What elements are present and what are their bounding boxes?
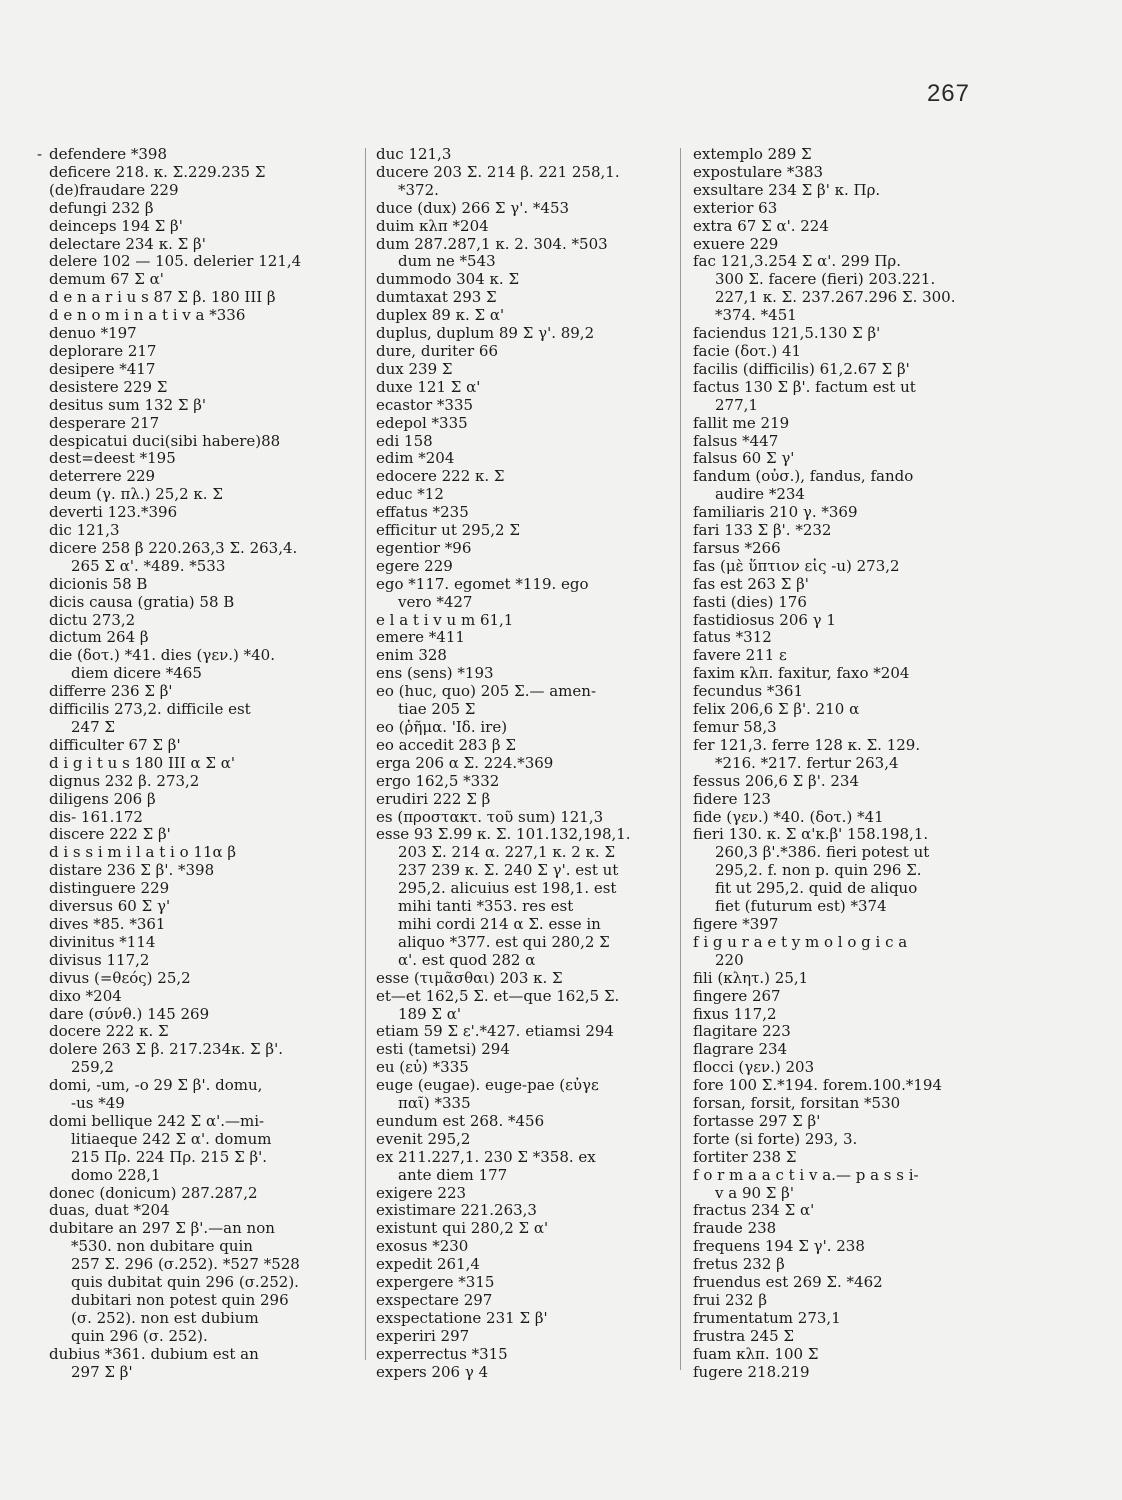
index-entry: erudiri 222 Σ β — [376, 790, 491, 808]
index-entry: frequens 194 Σ γ'. 238 — [693, 1238, 865, 1256]
index-entry: ante diem 177 — [398, 1166, 508, 1184]
index-entry: effatus *235 — [376, 504, 469, 522]
index-entry: fretus 232 β — [693, 1256, 785, 1274]
index-entry: distinguere 229 — [49, 880, 170, 898]
index-entry: deficere 218. κ. Σ.229.235 Σ — [49, 163, 266, 181]
index-entry: etiam 59 Σ ε'.*427. etiamsi 294 — [376, 1023, 614, 1041]
index-entry: fer 121,3. ferre 128 κ. Σ. 129. — [693, 736, 921, 754]
index-entry: deum (γ. πλ.) 25,2 κ. Σ — [49, 486, 223, 504]
index-entry: dis- 161.172 — [49, 808, 143, 826]
index-entry: fieri 130. κ. Σ α'κ.β' 158.198,1. — [693, 826, 929, 844]
index-entry: es (προστακτ. τοῦ sum) 121,3 — [376, 808, 604, 826]
index-entry: educ *12 — [376, 486, 444, 504]
index-entry: fore 100 Σ.*194. forem.100.*194 — [693, 1077, 942, 1095]
index-entry: divinitus *114 — [49, 933, 156, 951]
index-entry: dives *85. *361 — [49, 915, 166, 933]
index-entry: desperare 217 — [49, 414, 160, 432]
index-entry: v a 90 Σ β' — [715, 1184, 794, 1202]
index-entry: existimare 221.263,3 — [376, 1202, 537, 1220]
index-entry: frustra 245 Σ — [693, 1327, 794, 1345]
index-column-1 — [49, 146, 357, 1382]
index-entry: eu (εὖ) *335 — [376, 1059, 469, 1077]
index-entry: dicere 258 β 220.263,3 Σ. 263,4. — [49, 539, 298, 557]
index-entry: falsus 60 Σ γ' — [693, 450, 795, 468]
index-entry: ecastor *335 — [376, 396, 474, 414]
index-entry: desistere 229 Σ — [49, 378, 168, 396]
index-entry: 203 Σ. 214 α. 227,1 κ. 2 κ. Σ — [398, 844, 616, 862]
index-entry: divus (=θεός) 25,2 — [49, 969, 191, 987]
index-entry: frui 232 β — [693, 1292, 768, 1309]
index-entry: ergo 162,5 *332 — [376, 772, 500, 790]
index-entry: 259,2 — [71, 1059, 114, 1077]
index-entry: fit ut 295,2. quid de aliquo — [715, 880, 918, 898]
index-entry: efficitur ut 295,2 Σ — [376, 522, 520, 540]
index-entry: desitus sum 132 Σ β' — [49, 396, 207, 414]
index-entry: mihi cordi 214 α Σ. esse in — [398, 915, 601, 933]
index-entry: dubitare an 297 Σ β'.—an non — [49, 1220, 275, 1238]
index-entry: dux 239 Σ — [376, 360, 453, 378]
index-entry: denuo *197 — [49, 325, 137, 343]
index-entry: fac 121,3.254 Σ α'. 299 Πρ. — [693, 253, 902, 271]
index-entry: eo (huc, quo) 205 Σ.— amen- — [376, 683, 597, 701]
index-entry: fasti (dies) 176 — [693, 593, 807, 611]
index-entry: f i g u r a e t y m o l o g i c a — [693, 933, 908, 951]
index-entry: fortiter 238 Σ — [693, 1148, 797, 1166]
index-column-3 — [693, 146, 978, 1382]
index-entry: fingere 267 — [693, 987, 781, 1005]
index-entry: expedit 261,4 — [376, 1256, 480, 1274]
index-entry: die (δοτ.) *41. dies (γεν.) *40. — [49, 647, 275, 665]
index-entry: desipere *417 — [49, 360, 156, 378]
index-entry: diem dicere *465 — [71, 665, 202, 683]
index-entry: dixo *204 — [49, 987, 122, 1005]
index-entry: extemplo 289 Σ — [693, 146, 812, 163]
column-divider — [365, 148, 366, 1360]
index-entry: dummodo 304 κ. Σ — [376, 271, 520, 289]
index-entry: 297 Σ β' — [71, 1363, 133, 1381]
index-entry: (de)fraudare 229 — [49, 181, 179, 199]
index-entry: facilis (difficilis) 61,2.67 Σ β' — [693, 360, 910, 378]
index-entry: diversus 60 Σ γ' — [49, 898, 171, 916]
index-entry: 227,1 κ. Σ. 237.267.296 Σ. 300. — [715, 289, 956, 307]
index-entry: esti (tametsi) 294 — [376, 1041, 510, 1059]
index-entry: faxim κλπ. faxitur, faxo *204 — [693, 665, 910, 683]
index-entry: παῖ) *335 — [398, 1095, 471, 1113]
index-entry: f o r m a a c t i v a.— p a s s i- — [693, 1166, 919, 1184]
index-entry: duas, duat *204 — [49, 1202, 170, 1220]
index-entry: duce (dux) 266 Σ γ'. *453 — [376, 199, 570, 217]
index-entry: ego *117. egomet *119. ego — [376, 575, 589, 593]
index-entry: mihi tanti *353. res est — [398, 898, 574, 916]
index-entry: figere *397 — [693, 915, 779, 933]
index-entry: 220 — [715, 951, 744, 969]
index-entry: docere 222 κ. Σ — [49, 1023, 169, 1041]
index-entry: duplus, duplum 89 Σ γ'. 89,2 — [376, 325, 595, 343]
index-entry: d e n o m i n a t i v a *336 — [49, 307, 246, 325]
index-entry: fili (κλητ.) 25,1 — [693, 969, 809, 987]
index-entry: exspectare 297 — [376, 1292, 493, 1309]
index-entry: dum 287.287,1 κ. 2. 304. *503 — [376, 235, 608, 253]
index-entry: domi, -um, -o 29 Σ β'. domu, — [49, 1077, 263, 1095]
index-entry: farsus *266 — [693, 539, 781, 557]
index-entry: flagrare 234 — [693, 1041, 788, 1059]
index-entry: d i s s i m i l a t i o 11α β — [49, 844, 237, 862]
column-divider — [680, 148, 681, 1370]
index-entry: dest=deest *195 — [49, 450, 176, 468]
index-entry: differre 236 Σ β' — [49, 683, 173, 701]
index-entry: extra 67 Σ α'. 224 — [693, 217, 829, 235]
index-entry: difficulter 67 Σ β' — [49, 736, 181, 754]
index-entry: dure, duriter 66 — [376, 342, 499, 360]
index-entry: deinceps 194 Σ β' — [49, 217, 183, 235]
index-entry: fas est 263 Σ β' — [693, 575, 809, 593]
index-entry: exterior 63 — [693, 199, 778, 217]
index-entry: *374. *451 — [715, 307, 797, 325]
index-entry: eo accedit 283 β Σ — [376, 736, 516, 754]
index-entry: fandum (οὐσ.), fandus, fando — [693, 468, 914, 486]
index-entry: dicionis 58 B — [49, 575, 148, 593]
index-entry: existunt qui 280,2 Σ α' — [376, 1220, 549, 1238]
index-entry: femur 58,3 — [693, 719, 777, 736]
index-entry: dolere 263 Σ β. 217.234κ. Σ β'. — [49, 1041, 283, 1059]
index-entry: egere 229 — [376, 557, 453, 575]
index-entry: *372. — [398, 181, 439, 199]
index-entry: fastidiosus 206 γ 1 — [693, 611, 836, 629]
index-entry: - defendere *398 — [49, 146, 357, 164]
index-entry: 265 Σ α'. *489. *533 — [71, 557, 226, 575]
index-entry: domo 228,1 — [71, 1166, 161, 1184]
index-entry: fixus 117,2 — [693, 1005, 777, 1023]
index-entry: (σ. 252). non est dubium — [71, 1309, 259, 1327]
index-entry: ens (sens) *193 — [376, 665, 494, 683]
index-entry: dumtaxat 293 Σ — [376, 289, 497, 307]
index-entry: factus 130 Σ β'. factum est ut — [693, 378, 916, 396]
index-entry: evenit 295,2 — [376, 1130, 471, 1148]
index-entry: e l a t i v u m 61,1 — [376, 611, 514, 629]
index-entry: eo (ῥῆμα. 'Ιδ. ire) — [376, 719, 508, 736]
index-entry: fessus 206,6 Σ β'. 234 — [693, 772, 859, 790]
index-entry: donec (donicum) 287.287,2 — [49, 1184, 258, 1202]
index-entry: deverti 123.*396 — [49, 504, 178, 522]
index-entry: fatus *312 — [693, 629, 772, 647]
index-entry: dicis causa (gratia) 58 B — [49, 593, 235, 611]
index-entry: fruendus est 269 Σ. *462 — [693, 1274, 883, 1292]
index-entry: fiet (futurum est) *374 — [715, 898, 887, 916]
index-entry: expergere *315 — [376, 1274, 495, 1292]
index-entry: dubius *361. dubium est an — [49, 1345, 259, 1363]
index-entry: edepol *335 — [376, 414, 468, 432]
index-entry: aliquo *377. est qui 280,2 Σ — [398, 933, 610, 951]
index-entry: difficilis 273,2. difficile est — [49, 701, 251, 719]
index-entry: flocci (γεν.) 203 — [693, 1059, 815, 1077]
index-entry: fecundus *361 — [693, 683, 804, 701]
index-entry: expers 206 γ 4 — [376, 1363, 489, 1381]
index-entry: edim *204 — [376, 450, 455, 468]
index-entry: familiaris 210 γ. *369 — [693, 504, 858, 522]
index-entry: flagitare 223 — [693, 1023, 791, 1041]
index-entry: ducere 203 Σ. 214 β. 221 258,1. — [376, 163, 620, 181]
index-entry: euge (eugae). euge-pae (εὖγε — [376, 1077, 599, 1095]
index-column-2 — [376, 146, 670, 1382]
index-entry: emere *411 — [376, 629, 465, 647]
index-entry: discere 222 Σ β' — [49, 826, 171, 844]
index-entry: fidere 123 — [693, 790, 771, 808]
index-entry: edocere 222 κ. Σ — [376, 468, 505, 486]
index-entry: *530. non dubitare quin — [71, 1238, 253, 1256]
index-entry: felix 206,6 Σ β'. 210 α — [693, 701, 860, 719]
index-entry: ex 211.227,1. 230 Σ *358. ex — [376, 1148, 596, 1166]
index-entry: esse (τιμᾶσθαι) 203 κ. Σ — [376, 969, 563, 987]
index-entry: diligens 206 β — [49, 790, 156, 808]
page-number: 267 — [926, 80, 970, 107]
index-entry: divisus 117,2 — [49, 951, 150, 969]
index-entry: duc 121,3 — [376, 146, 452, 163]
index-entry: delectare 234 κ. Σ β' — [49, 235, 206, 253]
index-entry: 215 Πρ. 224 Πρ. 215 Σ β'. — [71, 1148, 268, 1166]
index-entry: dic 121,3 — [49, 522, 120, 540]
index-entry: quin 296 (σ. 252). — [71, 1327, 208, 1345]
index-entry: fuam κλπ. 100 Σ — [693, 1345, 819, 1363]
index-entry: *216. *217. fertur 263,4 — [715, 754, 899, 772]
index-entry: d i g i t u s 180 III α Σ α' — [49, 754, 236, 772]
index-entry: falsus *447 — [693, 432, 779, 450]
index-entry: deterrere 229 — [49, 468, 156, 486]
index-entry: fortasse 297 Σ β' — [693, 1112, 821, 1130]
index-entry: fugere 218.219 — [693, 1363, 810, 1381]
index-entry: α'. est quod 282 α — [398, 951, 536, 969]
index-entry: forte (si forte) 293, 3. — [693, 1130, 858, 1148]
index-entry: duplex 89 κ. Σ α' — [376, 307, 505, 325]
index-entry: frumentatum 273,1 — [693, 1309, 841, 1327]
index-entry: duim κλπ *204 — [376, 217, 489, 235]
index-entry: dignus 232 β. 273,2 — [49, 772, 200, 790]
index-entry: 300 Σ. facere (fieri) 203.221. — [715, 271, 936, 289]
index-entry: dum ne *543 — [398, 253, 496, 271]
index-entry: 237 239 κ. Σ. 240 Σ γ'. est ut — [398, 862, 619, 880]
index-entry: 295,2. alicuius est 198,1. est — [398, 880, 617, 898]
index-entry: exigere 223 — [376, 1184, 467, 1202]
index-entry: fractus 234 Σ α' — [693, 1202, 815, 1220]
index-entry: 277,1 — [715, 396, 758, 414]
index-entry: d e n a r i u s 87 Σ β. 180 III β — [49, 289, 276, 307]
index-entry: exosus *230 — [376, 1238, 469, 1256]
index-entry: esse 93 Σ.99 κ. Σ. 101.132,198,1. — [376, 826, 631, 844]
index-entry: 189 Σ α' — [398, 1005, 462, 1023]
index-entry: -us *49 — [71, 1095, 125, 1113]
index-entry: dictu 273,2 — [49, 611, 136, 629]
index-entry: demum 67 Σ α' — [49, 271, 164, 289]
index-entry: litiaeque 242 Σ α'. domum — [71, 1130, 272, 1148]
index-entry: 257 Σ. 296 (σ.252). *527 *528 — [71, 1256, 300, 1274]
index-entry: domi bellique 242 Σ α'.—mi- — [49, 1112, 265, 1130]
index-entry: forsan, forsit, forsitan *530 — [693, 1095, 901, 1113]
index-entry: 295,2. f. non p. quin 296 Σ. — [715, 862, 922, 880]
index-entry: exuere 229 — [693, 235, 779, 253]
index-entry: edi 158 — [376, 432, 433, 450]
index-entry: exspectatione 231 Σ β' — [376, 1309, 548, 1327]
index-entry: dubitari non potest quin 296 — [71, 1292, 289, 1309]
index-entry: 260,3 β'.*386. fieri potest ut — [715, 844, 930, 862]
index-entry: faciendus 121,5.130 Σ β' — [693, 325, 881, 343]
index-entry: audire *234 — [715, 486, 805, 504]
index-entry: dictum 264 β — [49, 629, 149, 647]
index-entry: deplorare 217 — [49, 342, 157, 360]
index-entry: tiae 205 Σ — [398, 701, 476, 719]
index-entry: experrectus *315 — [376, 1345, 508, 1363]
index-entry: despicatui duci(sibi habere)88 — [49, 432, 281, 450]
index-entry: expostulare *383 — [693, 163, 824, 181]
index-entry: 247 Σ — [71, 719, 116, 736]
index-entry: fas (μὲ ὕπτιον εἰς -u) 273,2 — [693, 557, 900, 575]
index-entry: fraude 238 — [693, 1220, 777, 1238]
index-entry: facie (δοτ.) 41 — [693, 342, 802, 360]
index-entry: exsultare 234 Σ β' κ. Πρ. — [693, 181, 881, 199]
index-entry: fari 133 Σ β'. *232 — [693, 522, 832, 540]
index-entry: quis dubitat quin 296 (σ.252). — [71, 1274, 299, 1292]
index-entry: vero *427 — [398, 593, 473, 611]
index-entry: erga 206 α Σ. 224.*369 — [376, 754, 554, 772]
index-entry: delere 102 — 105. delerier 121,4 — [49, 253, 302, 271]
index-entry: enim 328 — [376, 647, 447, 665]
index-entry: duxe 121 Σ α' — [376, 378, 481, 396]
index-entry: distare 236 Σ β'. *398 — [49, 862, 215, 880]
index-entry: fide (γεν.) *40. (δοτ.) *41 — [693, 808, 884, 826]
index-entry: egentior *96 — [376, 539, 472, 557]
index-entry: favere 211 ε — [693, 647, 787, 665]
index-entry: et—et 162,5 Σ. et—que 162,5 Σ. — [376, 987, 620, 1005]
index-entry: dare (σύνθ.) 145 269 — [49, 1005, 210, 1023]
index-entry: fallit me 219 — [693, 414, 790, 432]
index-entry: defungi 232 β — [49, 199, 154, 217]
index-entry: experiri 297 — [376, 1327, 470, 1345]
index-entry: eundum est 268. *456 — [376, 1112, 545, 1130]
